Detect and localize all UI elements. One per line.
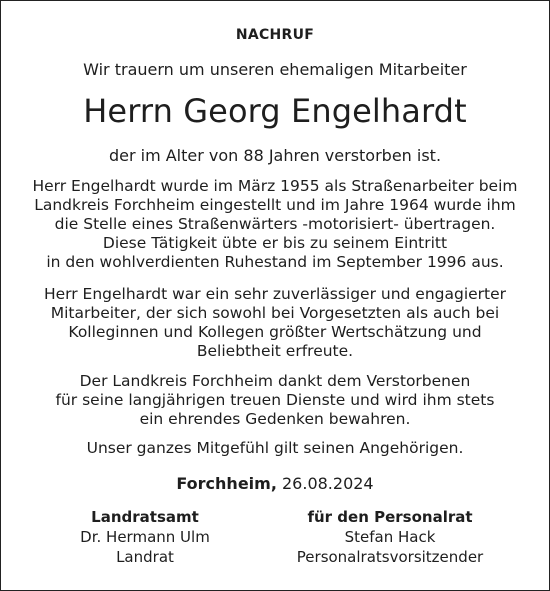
date: 26.08.2024 <box>282 474 374 493</box>
text-line: Landkreis Forchheim eingestellt und im Jahre 1964 wurde ihm <box>34 196 516 214</box>
text-line: Beliebtheit erfreute. <box>196 342 354 360</box>
signature-name: Dr. Hermann Ulm <box>80 528 210 546</box>
text-line: Kolleginnen und Kollegen größter Wertschätzung und <box>68 323 482 341</box>
text-line: in den wohlverdienten Ruhestand im September 1996 aus. <box>46 253 504 271</box>
signature-title: für den Personalrat <box>307 508 473 526</box>
intro-line: Wir trauern um unseren ehemaligen Mitarbeiter <box>83 60 467 79</box>
paragraph-condolence <box>0 439 550 458</box>
deceased-name: Herrn Georg Engelhardt <box>83 92 467 130</box>
place-date <box>0 474 550 493</box>
notice-heading: NACHRUF <box>235 27 315 43</box>
text-line: Unser ganzes Mitgefühl gilt seinen Angehörigen. <box>86 439 464 457</box>
age-line: der im Alter von 88 Jahren verstorben ist. <box>108 146 442 165</box>
paragraph-thanks <box>0 372 550 429</box>
text-line: für seine langjährigen treuen Dienste und wird ihm stets <box>55 391 495 409</box>
text-line: Herr Engelhardt war ein sehr zuverlässiger und engagierter <box>43 285 507 303</box>
place: Forchheim, <box>176 474 277 493</box>
text-line: Herr Engelhardt wurde im März 1955 als Straßenarbeiter beim <box>32 177 518 195</box>
text-line: ein ehrendes Gedenken bewahren. <box>139 410 411 428</box>
paragraph-career <box>0 177 550 272</box>
text-line: Diese Tätigkeit übte er bis zu seinem Eintritt <box>102 234 448 252</box>
signature-name: Stefan Hack <box>344 528 436 546</box>
paragraph-character <box>0 285 550 361</box>
signature-role: Personalratsvorsitzender <box>296 548 484 566</box>
signature-right <box>260 507 520 567</box>
signature-role: Landrat <box>116 548 174 566</box>
text-line: die Stelle eines Straßenwärters -motorisiert- übertragen. <box>54 215 496 233</box>
text-line: Mitarbeiter, der sich sowohl bei Vorgesetzten als auch bei <box>50 304 500 322</box>
signature-left <box>15 507 275 567</box>
text-line: Der Landkreis Forchheim dankt dem Verstorbenen <box>79 372 471 390</box>
signature-title: Landratsamt <box>91 508 199 526</box>
